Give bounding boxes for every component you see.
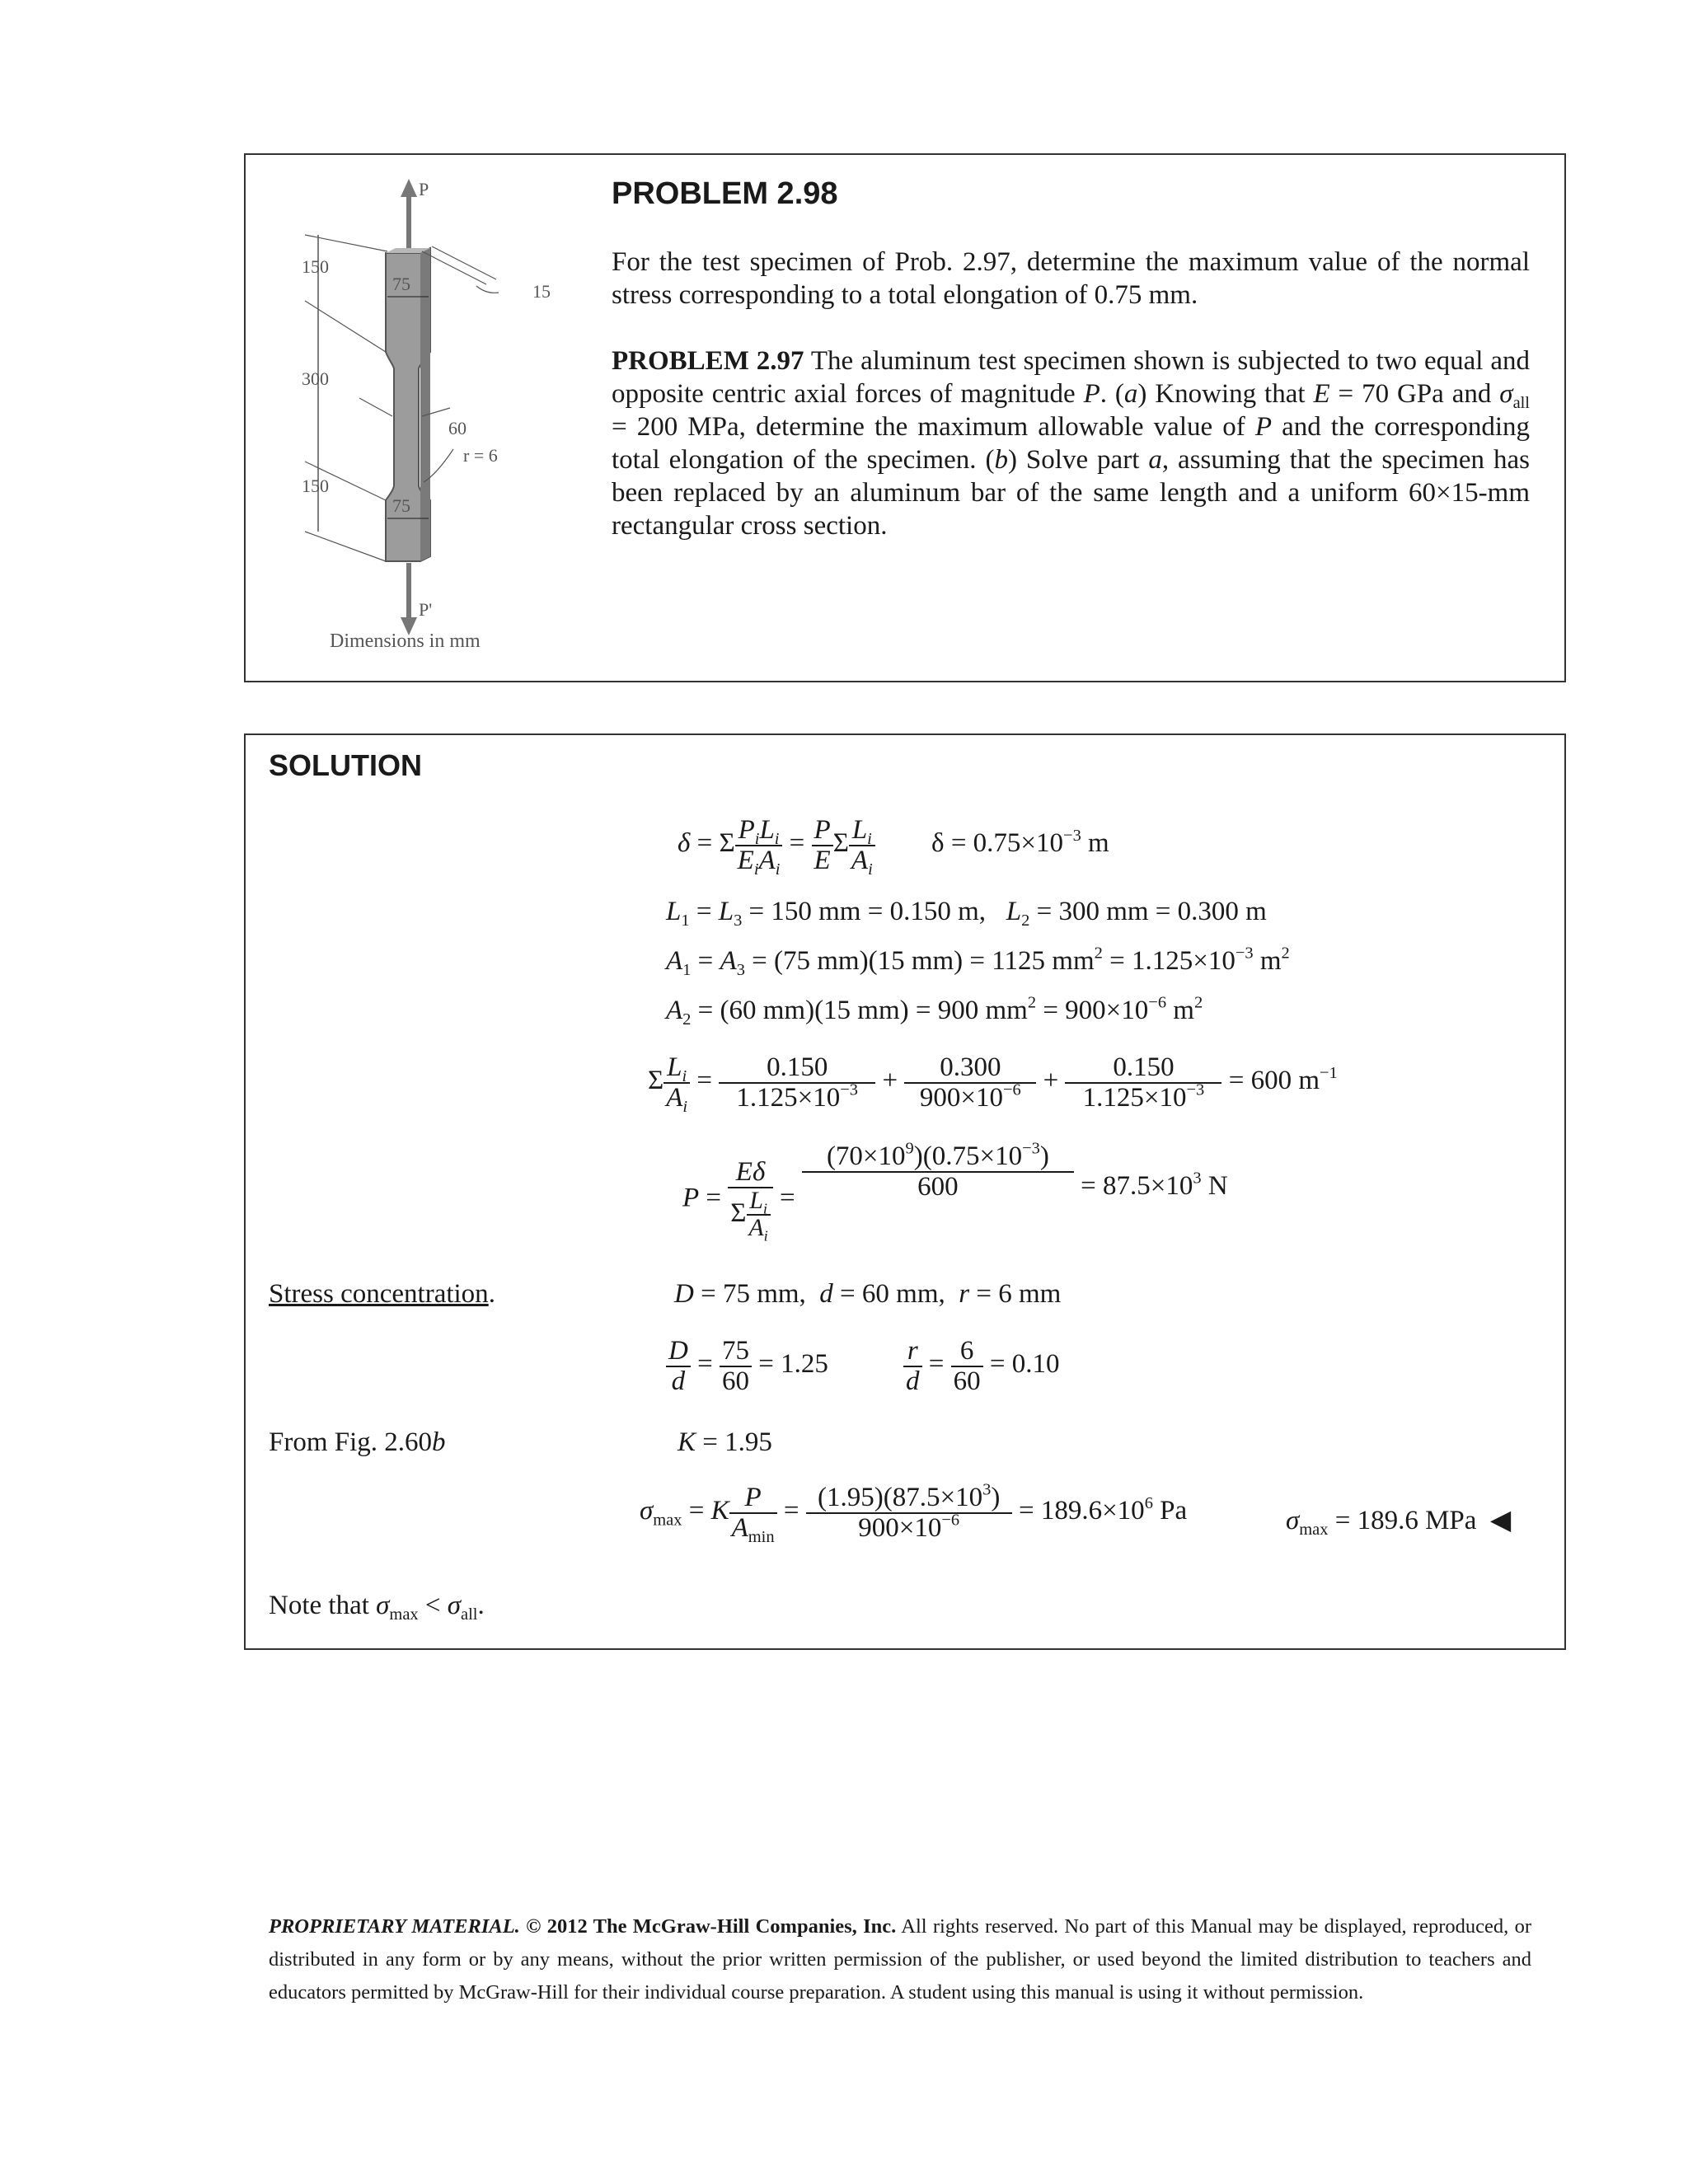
equation-dimensions: D = 75 mm, d = 60 mm, r = 6 mm	[674, 1279, 1062, 1309]
equation-sum-L-over-A: Σ $\frac{L_i}{A_i}$ = $\frac{0.150}{1.125\times 10^{-3}}$ + $\frac{0.300}{900\times 10^{-6}}$ + $\frac{0.150}{1.125\times 10^{-3}}$ = 600 $m^{-1}$	[648, 1052, 1338, 1116]
dim-radius: r = 6	[463, 445, 498, 466]
dim-75-top: 75	[392, 274, 410, 294]
solution-title: SOLUTION	[269, 748, 422, 782]
load-arrowhead-top	[401, 179, 417, 197]
stress-concentration-label: Stress concentration.	[269, 1279, 495, 1309]
dim-150-bottom: 150	[302, 476, 329, 496]
dim-15: 15	[532, 281, 551, 302]
test-specimen-figure	[280, 169, 560, 672]
equation-delta-sum: δ = Σ $\frac{P_iL_i}{E_iA_i}$ = $\frac{P}{E}$ Σ $\frac{L_i}{A_i}$ $\delta = 0.75\times 10^{-3}$ m	[678, 815, 1109, 879]
equation-lengths: $L_1 = L_3 = 150$ mm = 0.150 m, $L_2 = 300$ mm = 0.300 m	[666, 897, 1267, 930]
answer-marker-icon: ◀	[1489, 1506, 1512, 1535]
dim-150-top: 150	[302, 256, 329, 277]
equation-ratio-D-d: $\frac{D}{d}$ = $\frac{75}{60}$ = 1.25	[666, 1337, 828, 1395]
copyright-footer: PROPRIETARY MATERIAL. © 2012 The McGraw-Hill Companies, Inc. All rights reserved. No part of this Manual may be displayed, reproduced, or distributed in any form or by any means, without the prior written permission of the publisher, or used beyond the limited distribution to teachers and educators permitted by McGraw-Hill for their individual course preparation. A student using this manual is using it without permission.	[269, 1915, 1531, 2004]
dim-60: 60	[448, 418, 467, 438]
figure-reference-label: From Fig. 2.60b	[269, 1427, 446, 1457]
equation-K: K = 1.95	[678, 1427, 772, 1457]
figure-caption: Dimensions in mm	[330, 630, 481, 652]
equation-sigma-max: $\sigma_{max} = K$ $\frac{P}{A_{min}}$ = $\frac{(1.95)(87.5\times 10^3)}{900\times 10^{-6}}$ = $189.6\times 10^6$ Pa	[640, 1480, 1188, 1546]
load-label-bottom: P'	[419, 599, 433, 620]
note-text: Note that $\sigma_{max} < \sigma_{all}$.	[269, 1591, 485, 1624]
reference-problem-text: PROBLEM 2.97 The aluminum test specimen shown is subjected to two equal and opposite centric axial forces of magnitude P. (a) Knowing that E = 70 GPa and $\sigma_{all} = 200$ MPa, determine the maximum allowable value of P and the corresponding total elongation of the specimen. (b) Solve part a, assuming that the specimen has been replaced by an aluminum bar of the same length and a uniform 60×15-mm rectangular cross section.	[612, 346, 1531, 541]
equation-area-1-3: $A_1 = A_3 = (75$ mm)(15 mm) = 1125 $mm^2 = 1.125\times 10^{-3}$ $m^2$	[666, 944, 1290, 980]
dim-300: 300	[302, 368, 329, 389]
equation-area-2: $A_2 = (60$ mm)(15 mm) = 900 $mm^2 = 900\times 10^{-6}$ $m^2$	[666, 993, 1203, 1029]
problem-statement: For the test specimen of Prob. 2.97, determine the maximum value of the normal stress corresponding to a total elongation of 0.75 mm.	[612, 247, 1530, 310]
problem-title: PROBLEM 2.98	[612, 176, 838, 211]
equation-force-P: P = Eδ Σ $\frac{L_i}{A_i}$ = $\frac{(70\times 10^9)(0.75\times 10^{-3})}{600}$ = $87.5\times 10^3$ N	[682, 1139, 1228, 1244]
answer-sigma-max: $\sigma_{max} = 189.6$ MPa ◀	[1286, 1506, 1512, 1540]
equation-ratio-r-d: $\frac{r}{d}$ = $\frac{6}{60}$ = 0.10	[903, 1337, 1060, 1395]
dim-75-bottom: 75	[392, 495, 410, 516]
load-label-top: P	[419, 179, 429, 199]
